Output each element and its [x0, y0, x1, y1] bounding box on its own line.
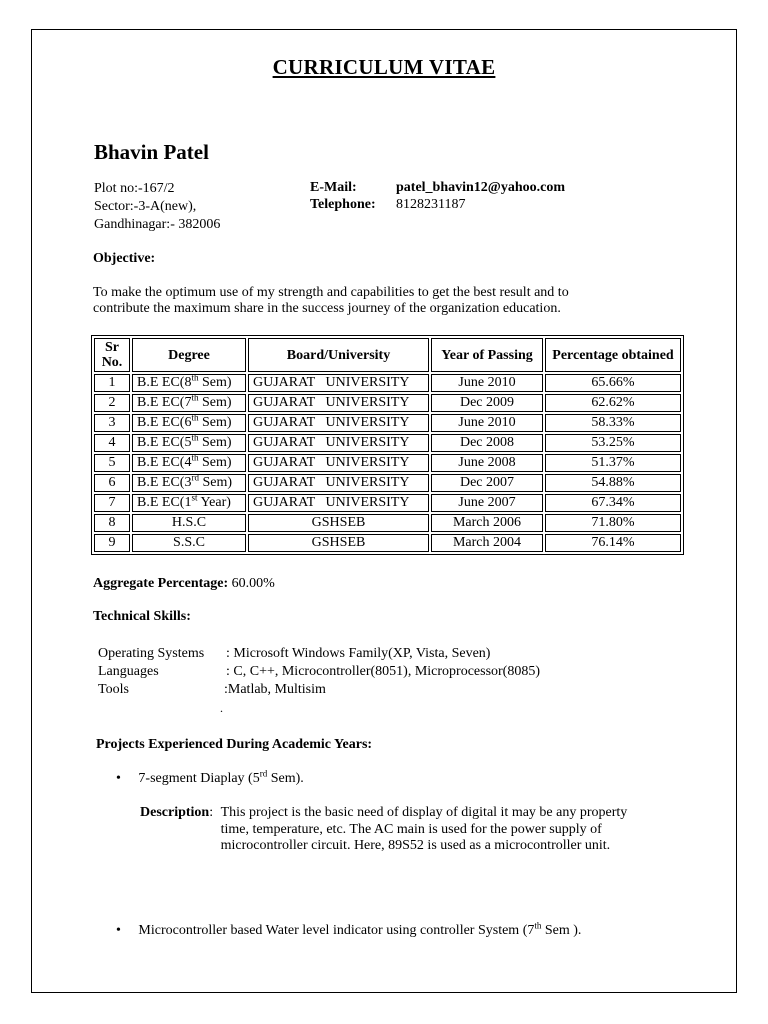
table-header-row — [94, 338, 681, 372]
aggregate-label: Aggregate Percentage: — [93, 576, 229, 591]
percentage-cell: 62.62% — [545, 394, 681, 412]
stray-mark: . — [220, 701, 223, 715]
education-table-body — [94, 374, 681, 552]
degree-cell: B.E EC(3rd Sem) — [132, 474, 246, 492]
aggregate-value: 60.00% — [231, 576, 275, 591]
column-header-sr: Sr No. — [94, 338, 130, 372]
objective-line: To make the optimum use of my strength and capabilities to get the best result and to — [93, 285, 569, 300]
degree-cell: S.S.C — [132, 534, 246, 552]
column-header-percentage: Percentage obtained — [545, 338, 681, 372]
percentage-cell: 51.37% — [545, 454, 681, 472]
projects-heading: Projects Experienced During Academic Years: — [96, 737, 373, 752]
degree-cell: H.S.C — [132, 514, 246, 532]
sr-cell: 1 — [94, 374, 130, 392]
contact-block — [310, 179, 565, 213]
skill-key: Tools — [98, 682, 129, 697]
sr-cell: 8 — [94, 514, 130, 532]
sr-cell: 2 — [94, 394, 130, 412]
email-label: E-Mail: — [310, 180, 357, 195]
candidate-name: Bhavin Patel — [94, 140, 209, 164]
email-link[interactable]: patel_bhavin12@yahoo.com — [396, 180, 565, 195]
table-row — [94, 494, 681, 512]
table-row — [94, 534, 681, 552]
education-table — [91, 335, 684, 555]
aggregate-percentage — [93, 576, 275, 592]
objective-heading: Objective: — [93, 251, 156, 266]
percentage-cell: 67.34% — [545, 494, 681, 512]
percentage-cell: 58.33% — [545, 414, 681, 432]
percentage-cell: 71.80% — [545, 514, 681, 532]
degree-cell: B.E EC(1st Year) — [132, 494, 246, 512]
column-header-year: Year of Passing — [431, 338, 543, 372]
board-cell: GUJARAT UNIVERSITY — [248, 434, 429, 452]
year-cell: June 2007 — [431, 494, 543, 512]
year-cell: June 2008 — [431, 454, 543, 472]
sr-cell: 7 — [94, 494, 130, 512]
year-cell: June 2010 — [431, 414, 543, 432]
address-block — [94, 180, 220, 234]
board-cell: GSHSEB — [248, 514, 429, 532]
sr-cell: 4 — [94, 434, 130, 452]
percentage-cell: 53.25% — [545, 434, 681, 452]
board-cell: GUJARAT UNIVERSITY — [248, 474, 429, 492]
skill-value: : C, C++, Microcontroller(8051), Microprocessor(8085) — [226, 664, 541, 679]
skill-key: Operating Systems — [98, 646, 205, 661]
column-header-board: Board/University — [248, 338, 429, 372]
project-item — [116, 920, 582, 939]
table-row — [94, 414, 681, 432]
percentage-cell: 54.88% — [545, 474, 681, 492]
year-cell: Dec 2009 — [431, 394, 543, 412]
description-text — [221, 805, 651, 855]
description-line: microcontroller circuit. Here, 89S52 is used as a microcontroller unit. — [220, 838, 611, 853]
skills-list — [98, 645, 540, 699]
skill-value: :Matlab, Multisim — [224, 682, 326, 697]
document-title: CURRICULUM VITAE — [272, 55, 496, 79]
description-line: time, temperature, etc. The AC main is used for the power supply of — [220, 821, 602, 837]
percentage-cell: 65.66% — [545, 374, 681, 392]
objective-line: contribute the maximum share in the success journey of the organization education. — [93, 301, 561, 316]
project-description — [140, 805, 651, 855]
degree-cell: B.E EC(6th Sem) — [132, 414, 246, 432]
sr-cell: 5 — [94, 454, 130, 472]
board-cell: GUJARAT UNIVERSITY — [248, 374, 429, 392]
project-title: 7-segment Diaplay (5rd Sem). — [138, 768, 304, 786]
degree-cell: B.E EC(7th Sem) — [132, 394, 246, 412]
sr-cell: 3 — [94, 414, 130, 432]
board-cell: GUJARAT UNIVERSITY — [248, 414, 429, 432]
skill-row — [98, 645, 540, 663]
table-row — [94, 514, 681, 532]
table-row — [94, 374, 681, 392]
address-line: Plot no:-167/2 — [94, 181, 175, 196]
board-cell: GUJARAT UNIVERSITY — [248, 494, 429, 512]
board-cell: GUJARAT UNIVERSITY — [248, 394, 429, 412]
degree-cell: B.E EC(8th Sem) — [132, 374, 246, 392]
skills-heading: Technical Skills: — [93, 609, 191, 624]
description-label: Description: — [140, 805, 214, 820]
skill-key: Languages — [98, 664, 159, 679]
year-cell: Dec 2007 — [431, 474, 543, 492]
degree-cell: B.E EC(5th Sem) — [132, 434, 246, 452]
year-cell: Dec 2008 — [431, 434, 543, 452]
address-line: Sector:-3-A(new), — [94, 199, 197, 214]
telephone-label: Telephone: — [310, 197, 376, 212]
year-cell: March 2004 — [431, 534, 543, 552]
telephone-value: 8128231187 — [396, 197, 466, 212]
description-line: This project is the basic need of display of digital it may be any property — [220, 805, 628, 820]
board-cell: GSHSEB — [248, 534, 429, 552]
bullet-icon: • — [116, 923, 121, 938]
table-row — [94, 474, 681, 492]
objective-text — [93, 285, 653, 317]
bullet-icon: • — [116, 771, 121, 786]
column-header-degree: Degree — [132, 338, 246, 372]
percentage-cell: 76.14% — [545, 534, 681, 552]
sr-cell: 9 — [94, 534, 130, 552]
address-line: Gandhinagar:- 382006 — [94, 217, 221, 232]
table-row — [94, 454, 681, 472]
table-row — [94, 434, 681, 452]
project-title: Microcontroller based Water level indicator using controller System (7th Sem ). — [138, 920, 582, 938]
project-item — [116, 768, 304, 787]
year-cell: March 2006 — [431, 514, 543, 532]
year-cell: June 2010 — [431, 374, 543, 392]
degree-cell: B.E EC(4th Sem) — [132, 454, 246, 472]
table-row — [94, 394, 681, 412]
skill-row — [98, 681, 540, 699]
sr-cell: 6 — [94, 474, 130, 492]
skill-value: : Microsoft Windows Family(XP, Vista, Seven) — [226, 646, 491, 661]
board-cell: GUJARAT UNIVERSITY — [248, 454, 429, 472]
skill-row — [98, 663, 540, 681]
